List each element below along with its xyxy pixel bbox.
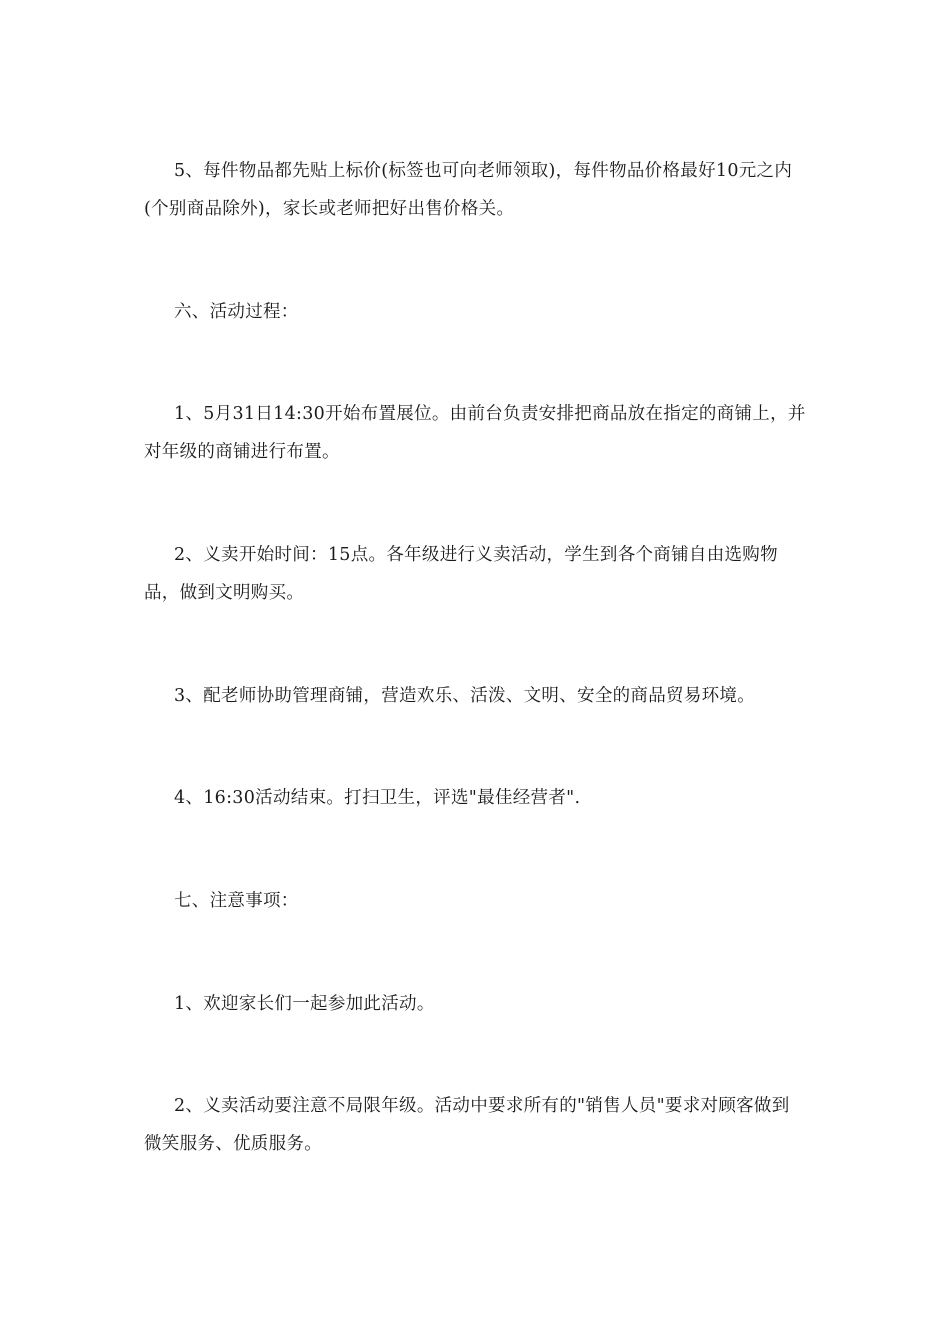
paragraph-price-tag-rule: 5、每件物品都先贴上标价(标签也可向老师领取)，每件物品价格最好10元之内(个别商品除外)，家长或老师把好出售价格关。 <box>144 161 793 219</box>
paragraph-booth-setup: 1、5月31日14:30开始布置展位。由前台负责安排把商品放在指定的商铺上，并对年级的商铺进行布置。 <box>144 404 806 462</box>
paragraph-teacher-assist: 3、配老师协助管理商铺，营造欢乐、活泼、文明、安全的商品贸易环境。 <box>174 686 756 706</box>
section-heading-activity-process: 六、活动过程： <box>174 302 299 322</box>
paragraph-service-requirement: 2、义卖活动要注意不局限年级。活动中要求所有的"销售人员"要求对顾客做到微笑服务、优质服务。 <box>144 1096 790 1154</box>
paragraph-welcome-parents: 1、欢迎家长们一起参加此活动。 <box>174 994 435 1014</box>
section-heading-notes: 七、注意事项： <box>174 891 299 911</box>
paragraph-activity-end: 4、16:30活动结束。打扫卫生，评选"最佳经营者". <box>174 788 581 808</box>
paragraph-sale-start: 2、义卖开始时间：15点。各年级进行义卖活动，学生到各个商铺自由选购物品，做到文明购买。 <box>144 545 778 603</box>
